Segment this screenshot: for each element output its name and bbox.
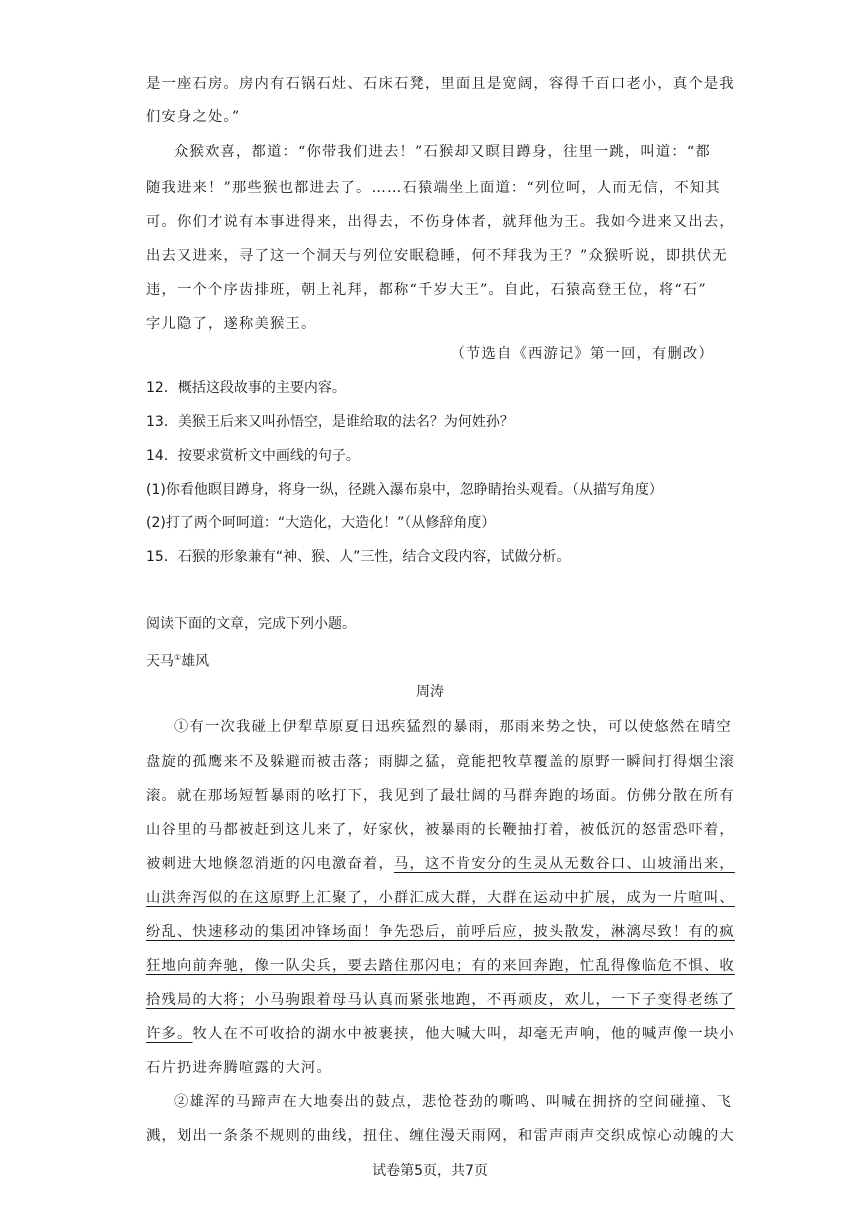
line-text: 盘旋的孤鹰来不及躲避而被击落；雨脚之猛，竟能把牧草覆盖的原野一瞬间打得烟尘滚	[146, 754, 735, 770]
question-14: 14．按要求赏析文中画线的句子。	[146, 448, 360, 464]
passage1-line: 是一座石房。房内有石锅石灶、石床石凳，里面且是宽阔，容得千百口老小，真个是我	[146, 76, 735, 92]
passage1-line: 字儿隐了，遂称美猴王。	[146, 316, 317, 332]
footnote-marker: ①	[174, 653, 182, 662]
passage2-line	[174, 717, 746, 737]
line-text: 滚。就在那场短暂暴雨的吆打下，我见到了最壮阔的马群奔跑的场面。仿佛分散在所有	[146, 788, 735, 804]
passage1-line: 众猴欢喜，都道：“你带我们进去！”石猴却又瞑目蹲身，往里一跳，叫道：“都	[174, 144, 711, 160]
underlined-sentence: 许多。	[146, 1026, 193, 1042]
question-15: 15．石猴的形象兼有“神、猴、人”三性，结合文段内容，试做分析。	[146, 549, 571, 565]
underlined-sentence: 拾残局的大将；小马驹跟着母马认真而紧张地跑，不再顽皮，欢儿，一下子变得老练了	[146, 992, 735, 1008]
line-text: 被刺进大地倏忽消逝的闪电激奋着，	[146, 856, 394, 872]
line-text: ②雄浑的马蹄声在大地奏出的鼓点，悲怆苍劲的嘶鸣、叫喊在拥挤的空间碰撞、飞	[174, 1094, 732, 1110]
question-12: 12．概括这段故事的主要内容。	[146, 380, 346, 396]
passage2-line	[146, 1024, 735, 1044]
passage2-line	[146, 888, 735, 908]
line-text: 牧人在不可收拾的湖水中被裹挟，他大喊大叫，却毫无声响，他的喊声像一块小	[192, 1026, 735, 1042]
underlined-sentence: 狂地向前奔驰，像一队尖兵，要去踏住那闪电；有的来回奔跑，忙乱得像临危不惧、收	[146, 958, 735, 974]
passage2-line	[146, 956, 735, 976]
passage2-line	[146, 752, 735, 772]
passage2-line	[146, 1058, 718, 1078]
passage2-line	[146, 854, 735, 874]
passage2-line	[146, 820, 735, 840]
article-author: 周涛	[416, 684, 444, 700]
underlined-sentence: 山洪奔泻似的在这原野上汇聚了，小群汇成大群，大群在运动中扩展，成为一片喧叫、	[146, 890, 735, 906]
passage1-line: 可。你们才说有本事进得来，出得去，不伤身体者，就拜他为王。我如今进来又出去，	[146, 214, 735, 230]
passage1-line: 出去又进来，寻了这一个洞天与列位安眠稳睡，何不拜我为王？”众猴听说，即拱伏无	[146, 248, 728, 264]
passage1-line: 随我进来！”那些猴也都进去了。……石猿端坐上面道：“列位呵，人而无信，不知其	[146, 180, 721, 196]
article-title-main: 天马	[146, 653, 174, 670]
line-text: 溅，划出一条条不规则的曲线，扭住、缠住漫天雨网，和雷声雨声交织成惊心动魄的大	[146, 1128, 735, 1144]
page-footer: 试卷第5页，共7页	[372, 1163, 488, 1179]
line-text: 山谷里的马都被赶到这儿来了，好家伙，被暴雨的长鞭抽打着，被低沉的怒雷恐吓着，	[146, 822, 735, 838]
passage2-line	[174, 1092, 746, 1112]
question-13: 13．美猴王后来又叫孙悟空，是谁给取的法名？为何姓孙？	[146, 414, 514, 430]
article-title	[146, 648, 718, 672]
passage2-line	[146, 922, 735, 942]
passage1-line: 们安身之处。”	[146, 109, 241, 125]
line-text: 石片扔进奔腾喧露的大河。	[146, 1060, 332, 1076]
passage1-line: 违，一个个序齿排班，朝上礼拜，都称“千岁大王”。自此，石猿高登王位，将“石”	[146, 282, 707, 298]
underlined-sentence: 纷乱、快速移动的集团冲锋场面！争先恐后，前呼后应，披头散发，淋漓尽致！有的疯	[146, 924, 735, 940]
line-text: ①有一次我碰上伊犁草原夏日迅疾猛烈的暴雨，那雨来势之快，可以使悠然在晴空	[174, 719, 732, 735]
underlined-sentence: 马，这不肯安分的生灵从无数谷口、山坡涌出来，	[393, 856, 735, 872]
passage2-line	[146, 786, 735, 806]
passage2-line	[146, 1126, 735, 1146]
article-title-rest: 雄风	[181, 653, 210, 670]
passage1-source: （节选自《西游记》第一回，有删改）	[450, 346, 714, 362]
question-14-2: (2)打了两个呵呵道：“大造化，大造化！”（从修辞角度）	[146, 515, 496, 531]
section-instruction: 阅读下面的文章，完成下列小题。	[146, 616, 356, 632]
passage2-line	[146, 990, 735, 1010]
question-14-1: (1)你看他瞑目蹲身，将身一纵，径跳入瀑布泉中，忽睁睛抬头观看。（从描写角度）	[146, 482, 663, 498]
